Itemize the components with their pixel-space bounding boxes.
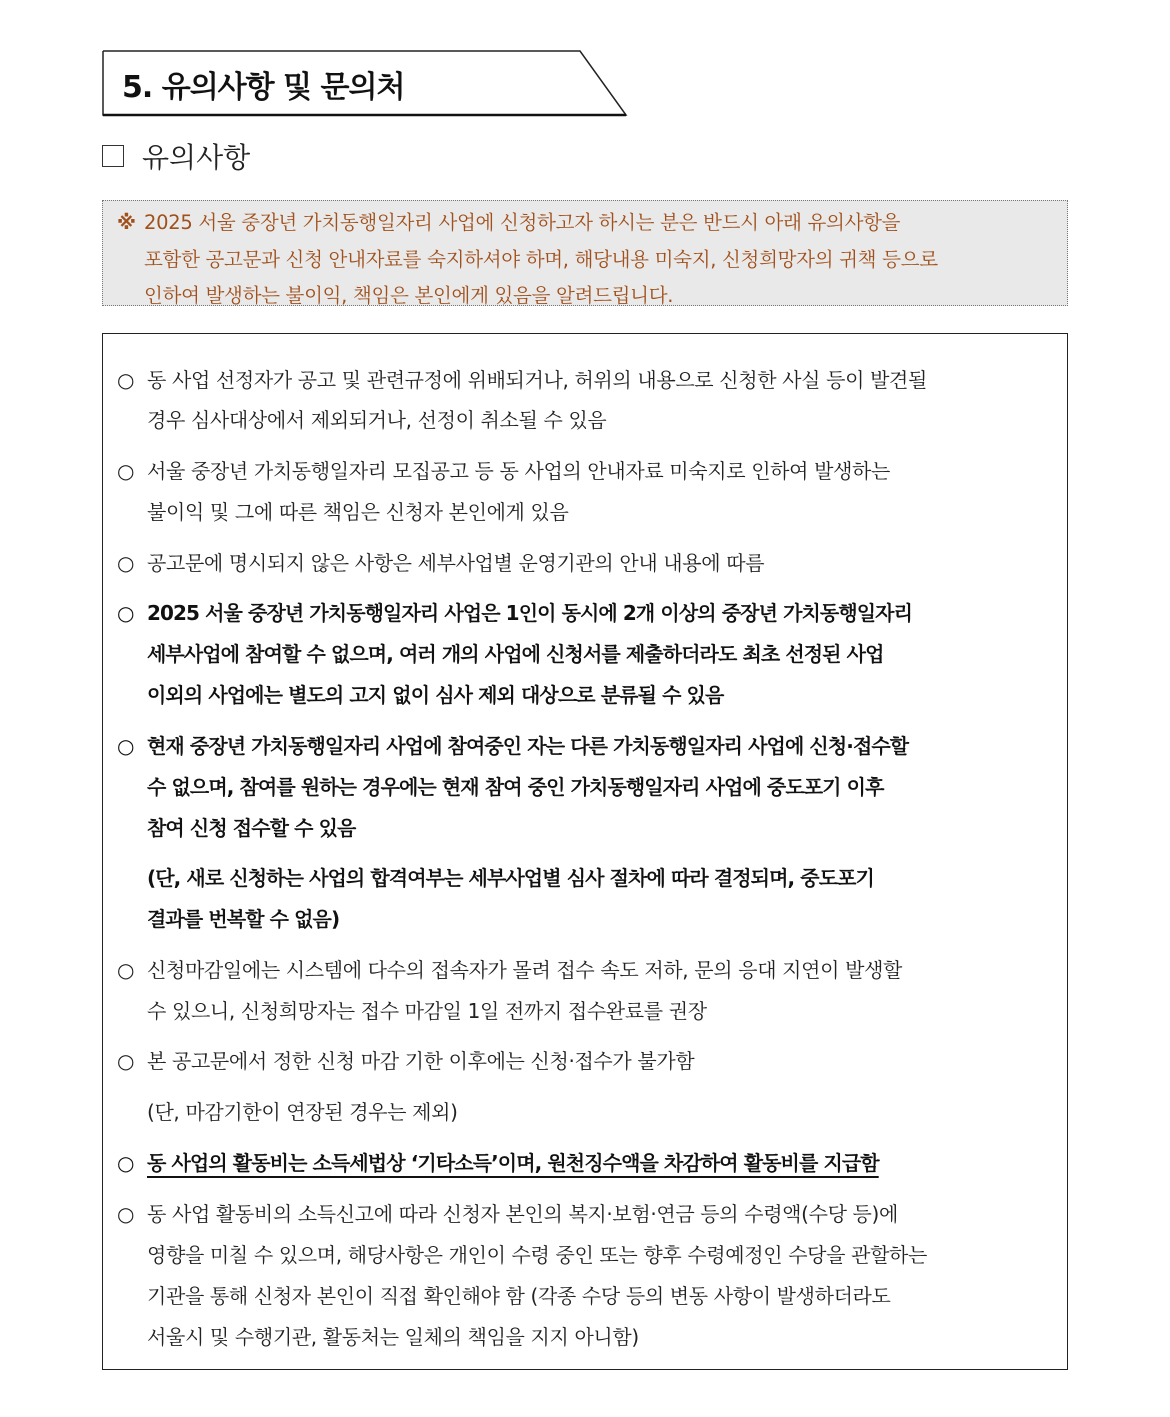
- section-title: 5. 유의사항 및 문의처: [122, 70, 405, 105]
- item-text: 기관을 통해 신청자 본인이 직접 확인해야 함 (각종 수당 등의 변동 사항이 발생하더라도: [147, 1284, 891, 1308]
- list-item: [117, 730, 908, 759]
- item-text: 2025 서울 중장년 가치동행일자리 사업은 1인이 동시에 2개 이상의 중장년 가치동행일자리: [147, 601, 913, 625]
- list-item: [117, 954, 902, 983]
- list-item: [117, 597, 912, 626]
- item-text: 불이익 및 그에 따른 책임은 신청자 본인에게 있음: [147, 500, 569, 524]
- circle-bullet-icon: ○: [117, 1151, 134, 1175]
- circle-bullet-icon: ○: [117, 459, 135, 483]
- list-item: [117, 455, 890, 484]
- section-header: [102, 50, 628, 116]
- list-item: [117, 547, 764, 576]
- item-text: 세부사업에 참여할 수 없으며, 여러 개의 사업에 신청서를 제출하더라도 최초 선정된 사업: [147, 642, 884, 666]
- circle-bullet-icon: ○: [117, 551, 135, 575]
- circle-bullet-icon: ○: [117, 734, 134, 758]
- list-item: [117, 1045, 694, 1074]
- item-text: 신청마감일에는 시스템에 다수의 접속자가 몰려 접수 속도 저하, 문의 응대 지연이 발생할: [147, 958, 903, 982]
- item-text: 경우 심사대상에서 제외되거나, 선정이 취소될 수 있음: [147, 408, 607, 432]
- list-item-emphasized: [117, 1147, 879, 1176]
- item-text: 서울 중장년 가치동행일자리 모집공고 등 동 사업의 안내자료 미숙지로 인하여 발생하는: [147, 459, 890, 483]
- item-text: 동 사업 활동비의 소득신고에 따라 신청자 본인의 복지·보험·연금 등의 수령액(수당 등)에: [147, 1202, 898, 1226]
- subheading-label: 유의사항: [142, 141, 251, 174]
- circle-bullet-icon: ○: [117, 1049, 135, 1073]
- notice-box: [102, 200, 1068, 306]
- list-item: [117, 364, 927, 393]
- item-note: (단, 마감기한이 연장된 경우는 제외): [147, 1100, 458, 1124]
- item-text: 이외의 사업에는 별도의 고지 없이 심사 제외 대상으로 분류될 수 있음: [147, 683, 724, 707]
- list-item: [117, 1198, 898, 1227]
- notice-line: 인하여 발생하는 불이익, 책임은 본인에게 있음을 알려드립니다.: [144, 284, 674, 307]
- item-text: 참여 신청 접수할 수 있음: [147, 816, 356, 840]
- square-bullet-icon: [102, 145, 124, 167]
- item-note: (단, 새로 신청하는 사업의 합격여부는 세부사업별 심사 절차에 따라 결정되며, 중도포기: [147, 866, 874, 890]
- circle-bullet-icon: ○: [117, 601, 134, 625]
- item-text: 현재 중장년 가치동행일자리 사업에 참여중인 자는 다른 가치동행일자리 사업에 신청·접수할: [147, 734, 909, 758]
- circle-bullet-icon: ○: [117, 1202, 135, 1226]
- item-text: 동 사업 선정자가 공고 및 관련규정에 위배되거나, 허위의 내용으로 신청한 사실 등이 발견될: [147, 368, 927, 392]
- item-note: 결과를 번복할 수 없음): [147, 907, 340, 931]
- circle-bullet-icon: ○: [117, 958, 135, 982]
- precautions-list: [102, 333, 1068, 1370]
- notice-text: 2025 서울 중장년 가치동행일자리 사업에 신청하고자 하시는 분은 반드시 아래 유의사항을: [144, 211, 901, 234]
- item-text: 수 없으며, 참여를 원하는 경우에는 현재 참여 중인 가치동행일자리 사업에 중도포기 이후: [147, 775, 884, 799]
- notice-line: 포함한 공고문과 신청 안내자료를 숙지하셔야 하며, 해당내용 미숙지, 신청희망자의 귀책 등으로: [144, 247, 938, 271]
- item-text: 수 있으니, 신청희망자는 접수 마감일 1일 전까지 접수완료를 권장: [147, 999, 707, 1023]
- subheading: [102, 136, 250, 176]
- reference-mark-icon: ※: [117, 211, 136, 234]
- item-text: 공고문에 명시되지 않은 사항은 세부사업별 운영기관의 안내 내용에 따름: [147, 551, 765, 575]
- item-text: 본 공고문에서 정한 신청 마감 기한 이후에는 신청·접수가 불가함: [147, 1049, 695, 1073]
- item-text: 영향을 미칠 수 있으며, 해당사항은 개인이 수령 중인 또는 향후 수령예정인 수당을 관할하는: [147, 1243, 927, 1267]
- item-text: 서울시 및 수행기관, 활동처는 일체의 책임을 지지 아니함): [147, 1325, 639, 1349]
- item-text: 동 사업의 활동비는 소득세법상 ‘기타소득’이며, 원천징수액을 차감하여 활동비를 지급함: [147, 1151, 879, 1175]
- circle-bullet-icon: ○: [117, 368, 135, 392]
- notice-line: [117, 205, 1055, 242]
